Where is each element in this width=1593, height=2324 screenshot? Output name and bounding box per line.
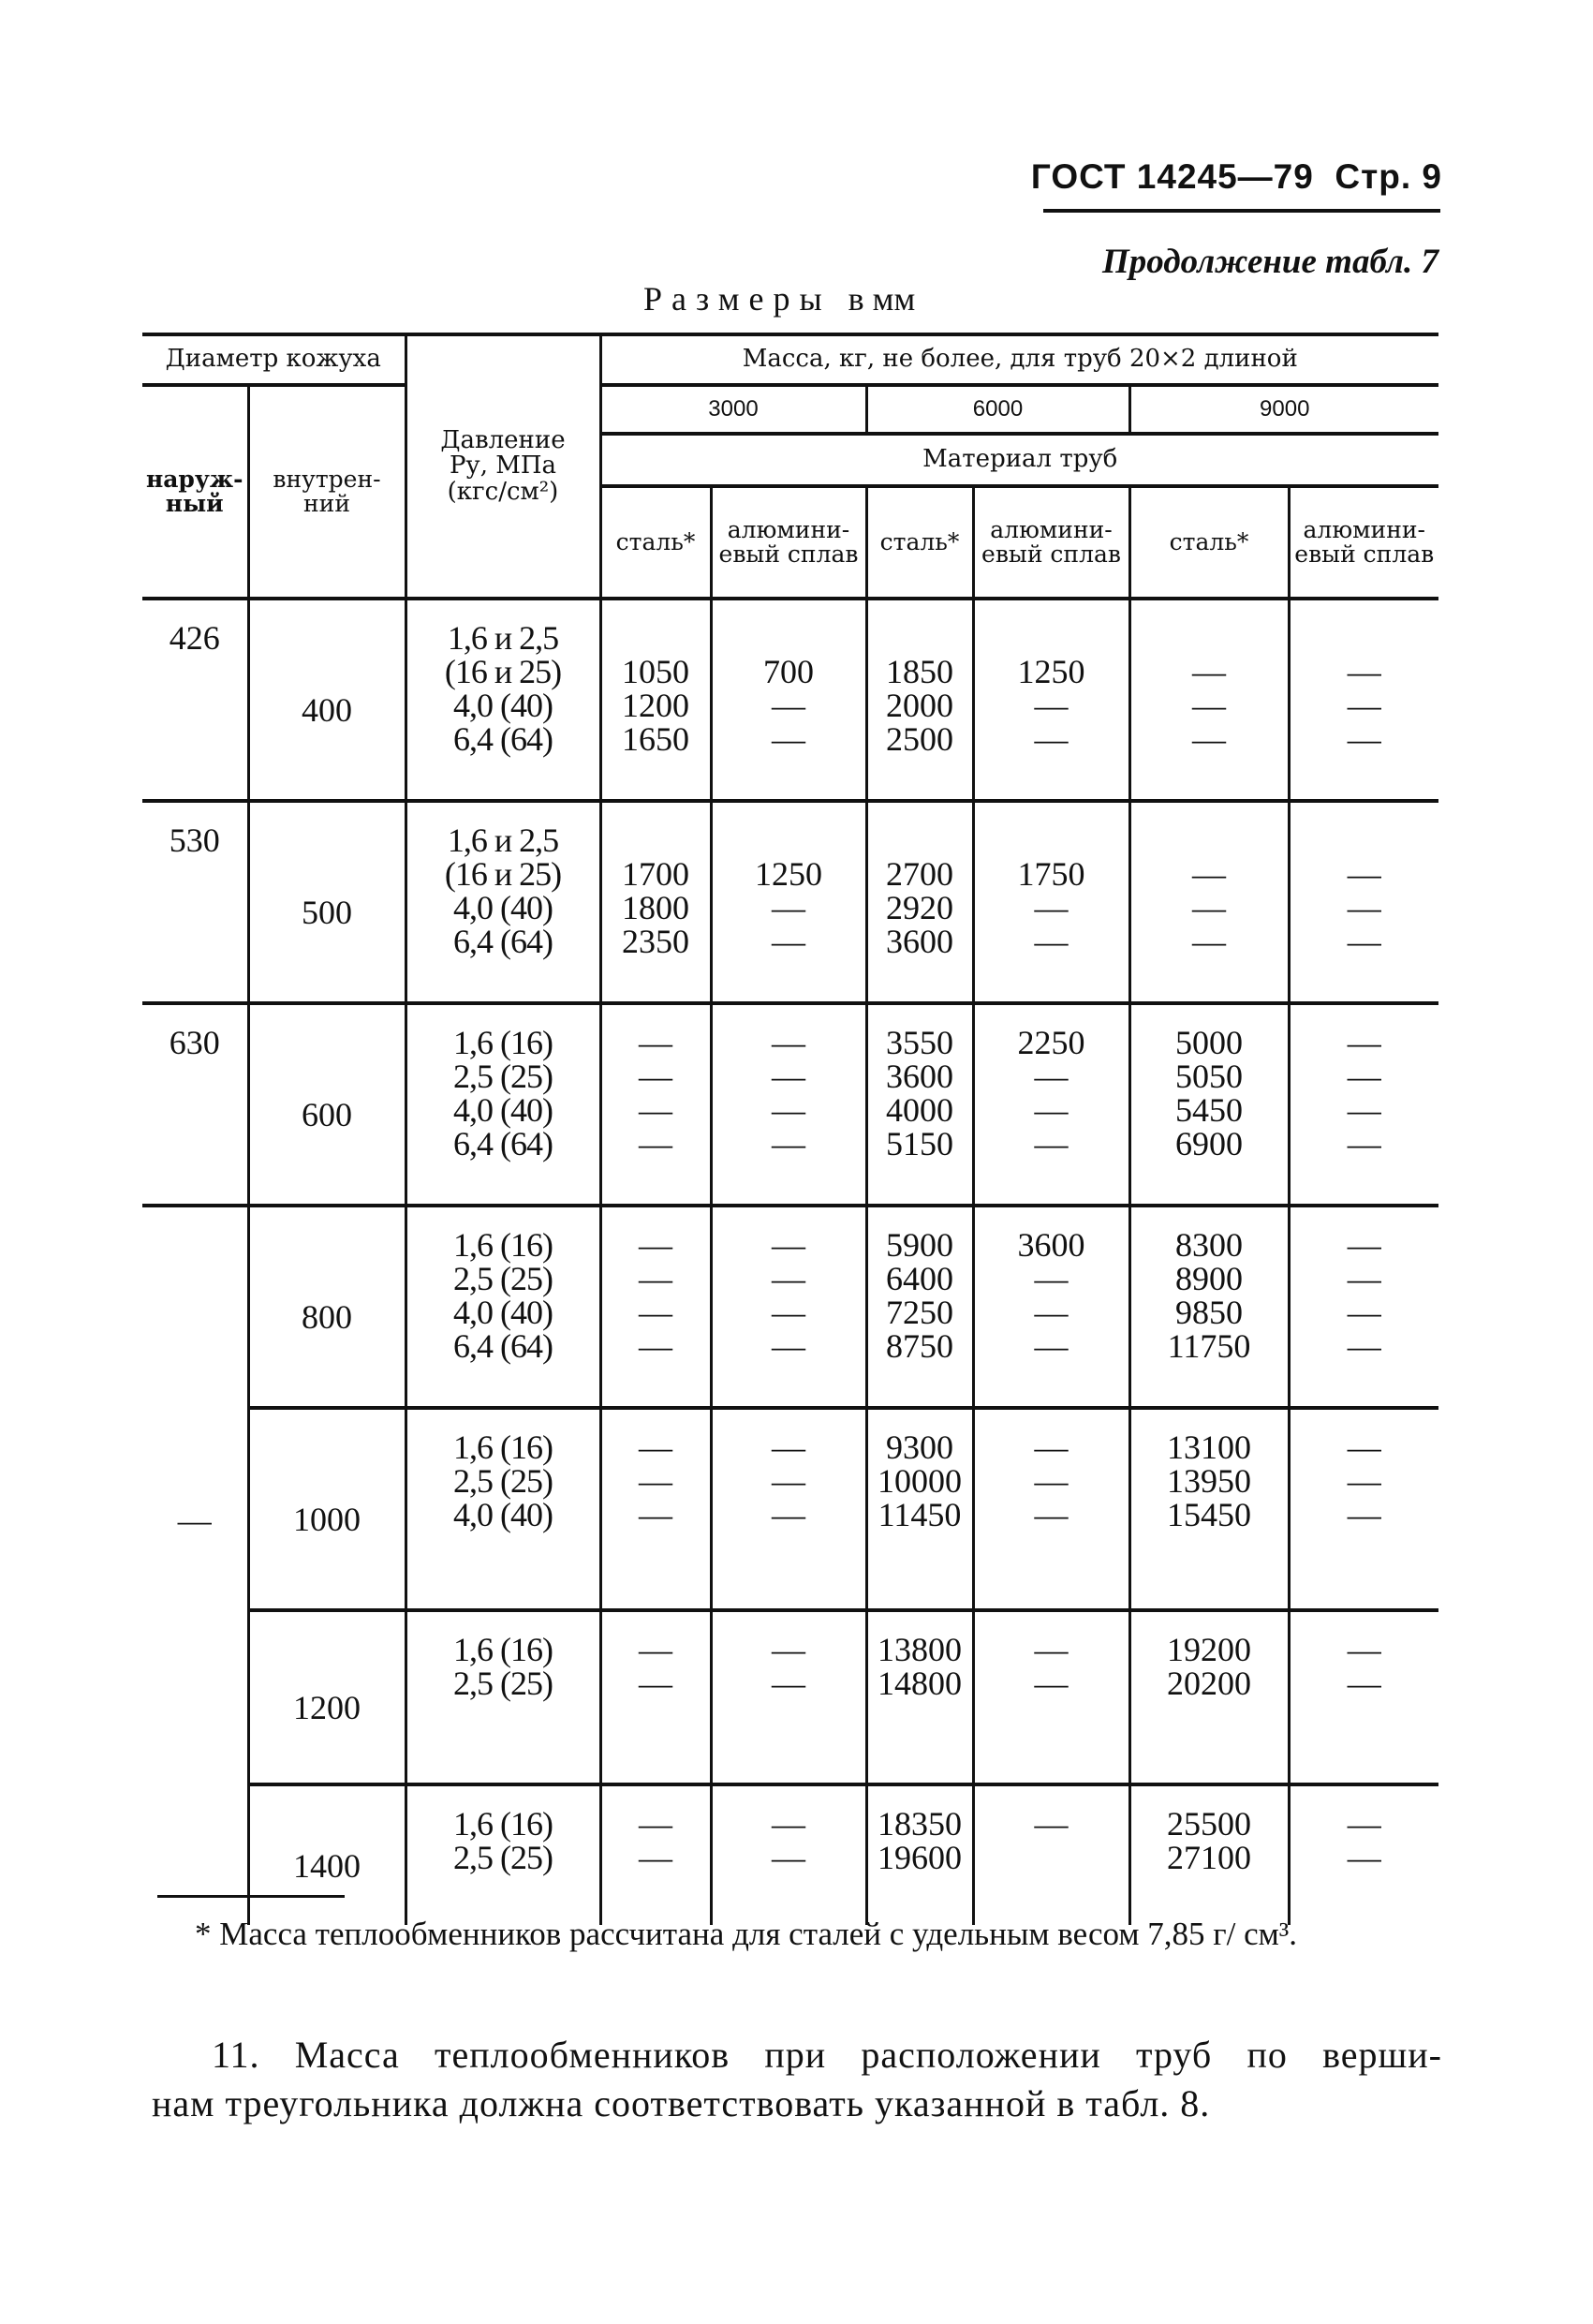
spacer xyxy=(602,621,710,655)
mass-value: 1250 xyxy=(1017,653,1085,690)
mass-value: 2920 xyxy=(886,889,953,926)
pressure-line: 4,0 (40) xyxy=(453,889,553,926)
table-row xyxy=(142,1206,1438,1408)
cell-alloy-3000 xyxy=(711,801,866,1003)
header-material: Материал труб xyxy=(600,434,1438,486)
mass-value: — xyxy=(1034,1631,1069,1668)
cell-alloy-3000 xyxy=(711,599,866,801)
spacer xyxy=(868,823,972,857)
cell-steel-3000 xyxy=(600,1784,711,1925)
mass-value: — xyxy=(772,1327,805,1365)
mass-value: — xyxy=(772,1428,805,1466)
header-line: Pу, МПа xyxy=(449,451,557,481)
mass-value: — xyxy=(1347,1058,1381,1095)
cell-alloy-6000 xyxy=(973,1784,1129,1925)
mass-value: — xyxy=(639,1631,672,1668)
cell-alloy-6000 xyxy=(973,599,1129,801)
mass-value: — xyxy=(772,1226,805,1264)
header-steel-9000: сталь* xyxy=(1129,486,1289,599)
cell-outer-diameter: 426 xyxy=(142,599,248,801)
mass-value: — xyxy=(1192,923,1226,960)
spacer xyxy=(713,621,865,655)
mass-value: 20200 xyxy=(1167,1665,1251,1702)
pressure-line: 6,4 (64) xyxy=(453,1327,553,1365)
mass-value: 3600 xyxy=(886,923,953,960)
mass-value: 18350 xyxy=(878,1805,962,1843)
table-row xyxy=(142,599,1438,801)
cell-alloy-6000 xyxy=(973,1610,1129,1784)
pressure-line: (16 и 25) xyxy=(444,855,562,893)
mass-value: 6400 xyxy=(886,1260,953,1297)
mass-value: 1750 xyxy=(1017,855,1085,893)
mass-value: 2000 xyxy=(886,687,953,724)
mass-value: — xyxy=(1347,1226,1381,1264)
cell-inner-diameter: 800 xyxy=(248,1206,406,1408)
cell-pressure xyxy=(406,1206,600,1408)
mass-value: — xyxy=(639,1327,672,1365)
mass-value: — xyxy=(772,1091,805,1129)
mass-value: — xyxy=(772,889,805,926)
mass-value: — xyxy=(639,1226,672,1264)
cell-steel-3000 xyxy=(600,599,711,801)
mass-value: 8300 xyxy=(1175,1226,1243,1264)
cell-steel-9000 xyxy=(1129,599,1289,801)
mass-value: — xyxy=(1347,1428,1381,1466)
cell-alloy-6000 xyxy=(973,1408,1129,1610)
mass-value: — xyxy=(639,1294,672,1331)
mass-value: — xyxy=(639,1058,672,1095)
mass-value: — xyxy=(639,1496,672,1533)
mass-value: — xyxy=(1034,889,1069,926)
cell-steel-6000 xyxy=(866,1408,973,1610)
table-row xyxy=(142,801,1438,1003)
page-number: Стр. 9 xyxy=(1335,157,1442,196)
pressure-line: 6,4 (64) xyxy=(453,923,553,960)
spacer xyxy=(1291,823,1439,857)
pressure-line: 4,0 (40) xyxy=(453,1294,553,1331)
mass-value: — xyxy=(1192,855,1226,893)
mass-value: — xyxy=(772,1058,805,1095)
cell-steel-6000 xyxy=(866,599,973,801)
units-caption-word: Размеры xyxy=(643,280,832,318)
pressure-line: (16 и 25) xyxy=(444,653,562,690)
mass-value: — xyxy=(639,1428,672,1466)
header-outer xyxy=(142,385,248,599)
page-header xyxy=(1031,157,1442,197)
table-row xyxy=(142,1784,1438,1925)
table-row xyxy=(142,1610,1438,1784)
pressure-line: 2,5 (25) xyxy=(453,1058,553,1095)
mass-value: — xyxy=(1034,1428,1069,1466)
mass-value: — xyxy=(1034,923,1069,960)
cell-alloy-3000 xyxy=(711,1408,866,1610)
pressure-line: 4,0 (40) xyxy=(453,1496,553,1533)
spacer xyxy=(975,621,1128,655)
cell-steel-3000 xyxy=(600,1610,711,1784)
mass-value: 11750 xyxy=(1167,1327,1251,1365)
header-length-6000: 6000 xyxy=(866,385,1129,434)
cell-steel-3000 xyxy=(600,1408,711,1610)
spacer xyxy=(713,823,865,857)
cell-alloy-9000 xyxy=(1289,1206,1438,1408)
header-alloy-9000 xyxy=(1289,486,1438,599)
spacer xyxy=(602,823,710,857)
mass-value: 5450 xyxy=(1175,1091,1243,1129)
pressure-line: 6,4 (64) xyxy=(453,720,553,758)
cell-steel-3000 xyxy=(600,1206,711,1408)
pressure-line: 1,6 и 2,5 xyxy=(447,619,559,657)
cell-alloy-6000 xyxy=(973,1003,1129,1206)
mass-value: — xyxy=(1347,720,1381,758)
cell-pressure xyxy=(406,801,600,1003)
pressure-line: 1,6 (16) xyxy=(453,1428,553,1466)
mass-value: 7250 xyxy=(886,1294,953,1331)
header-diameter: Диаметр кожуха xyxy=(142,334,406,385)
cell-steel-9000 xyxy=(1129,1003,1289,1206)
mass-value: 14800 xyxy=(878,1665,962,1702)
header-alloy-6000 xyxy=(973,486,1129,599)
cell-steel-6000 xyxy=(866,1003,973,1206)
mass-value: — xyxy=(772,1839,805,1876)
mass-value: — xyxy=(1192,687,1226,724)
cell-pressure xyxy=(406,599,600,801)
header-inner xyxy=(248,385,406,599)
pressure-line: 2,5 (25) xyxy=(453,1260,553,1297)
mass-value: — xyxy=(772,1462,805,1500)
mass-value: 11450 xyxy=(878,1496,962,1533)
mass-value: 1050 xyxy=(622,653,689,690)
table-row xyxy=(142,1003,1438,1206)
mass-value: 9300 xyxy=(886,1428,953,1466)
table-continuation-label: Продолжение табл. 7 xyxy=(1102,243,1438,281)
pressure-line: 1,6 и 2,5 xyxy=(447,822,559,859)
mass-value: 6900 xyxy=(1175,1125,1243,1162)
mass-value: — xyxy=(772,687,805,724)
cell-pressure xyxy=(406,1003,600,1206)
mass-value: — xyxy=(1347,1805,1381,1843)
header-steel-6000: сталь* xyxy=(866,486,973,599)
mass-value: — xyxy=(639,1665,672,1702)
mass-value: — xyxy=(1034,1091,1069,1129)
mass-value: 1250 xyxy=(755,855,822,893)
mass-value: — xyxy=(1034,1327,1069,1365)
clause-11-line-2: нам треугольника должна соответствовать указанной в табл. 8. xyxy=(152,2082,1211,2124)
clause-11-line-1: 11. Масса теплообменников при расположении труб по верши- xyxy=(212,2034,1442,2076)
mass-value: 13800 xyxy=(878,1631,962,1668)
spacer xyxy=(1291,621,1439,655)
mass-value: — xyxy=(772,1805,805,1843)
cell-steel-9000 xyxy=(1129,801,1289,1003)
cell-pressure xyxy=(406,1408,600,1610)
cell-inner-diameter: 500 xyxy=(248,801,406,1003)
cell-steel-9000 xyxy=(1129,1206,1289,1408)
cell-steel-6000 xyxy=(866,1610,973,1784)
mass-value: — xyxy=(1034,720,1069,758)
mass-value: — xyxy=(772,1125,805,1162)
mass-value: 3600 xyxy=(1017,1226,1085,1264)
units-caption xyxy=(643,279,915,318)
header-rule xyxy=(1043,209,1440,213)
cell-steel-9000 xyxy=(1129,1408,1289,1610)
mass-value: — xyxy=(772,1024,805,1061)
mass-value: — xyxy=(1034,1496,1069,1533)
cell-steel-6000 xyxy=(866,801,973,1003)
mass-value: 13100 xyxy=(1167,1428,1251,1466)
mass-value: 2250 xyxy=(1017,1024,1085,1061)
pressure-line: 4,0 (40) xyxy=(453,1091,553,1129)
mass-value: — xyxy=(1034,1260,1069,1297)
header-line: наруж- xyxy=(145,465,243,493)
mass-value: — xyxy=(1347,1260,1381,1297)
cell-steel-9000 xyxy=(1129,1610,1289,1784)
cell-steel-3000 xyxy=(600,1003,711,1206)
spacer xyxy=(868,621,972,655)
mass-value: 1700 xyxy=(622,855,689,893)
cell-alloy-3000 xyxy=(711,1784,866,1925)
cell-steel-6000 xyxy=(866,1206,973,1408)
pressure-line: 1,6 (16) xyxy=(453,1024,553,1061)
mass-value: 8750 xyxy=(886,1327,953,1365)
mass-value: — xyxy=(1192,653,1226,690)
header-line: алюмини- xyxy=(727,515,850,543)
footnote: * Масса теплообменников рассчитана для сталей с удельным весом 7,85 г/ см³. xyxy=(195,1916,1298,1952)
cell-outer-diameter: 530 xyxy=(142,801,248,1003)
cell-alloy-6000 xyxy=(973,801,1129,1003)
mass-value: — xyxy=(639,1805,672,1843)
header-line: евый сплав xyxy=(1294,540,1435,568)
mass-value: — xyxy=(639,1091,672,1129)
header-alloy-3000 xyxy=(711,486,866,599)
mass-value: — xyxy=(639,1260,672,1297)
header-mass: Масса, кг, не более, для труб 20×2 длиной xyxy=(600,334,1438,385)
cell-alloy-3000 xyxy=(711,1003,866,1206)
mass-value: — xyxy=(772,720,805,758)
mass-value: — xyxy=(639,1839,672,1876)
mass-value: 4000 xyxy=(886,1091,953,1129)
mass-value: — xyxy=(639,1024,672,1061)
cell-alloy-9000 xyxy=(1289,1003,1438,1206)
mass-value: — xyxy=(1347,687,1381,724)
mass-value: 8900 xyxy=(1175,1260,1243,1297)
mass-value: — xyxy=(1347,653,1381,690)
mass-value: — xyxy=(772,1665,805,1702)
table-body xyxy=(142,599,1438,1925)
header-line: евый сплав xyxy=(981,540,1121,568)
mass-value: — xyxy=(1347,889,1381,926)
cell-alloy-3000 xyxy=(711,1610,866,1784)
cell-alloy-6000 xyxy=(973,1206,1129,1408)
cell-pressure xyxy=(406,1784,600,1925)
header-line: евый сплав xyxy=(718,540,859,568)
spacer xyxy=(975,823,1128,857)
cell-inner-diameter: 600 xyxy=(248,1003,406,1206)
cell-outer-diameter: 630 xyxy=(142,1003,248,1206)
pressure-line: 1,6 (16) xyxy=(453,1631,553,1668)
cell-pressure xyxy=(406,1610,600,1784)
mass-value: — xyxy=(1347,1024,1381,1061)
mass-value: 19200 xyxy=(1167,1631,1251,1668)
header-line: внутрен- xyxy=(273,465,381,493)
header-pressure-text xyxy=(407,428,599,505)
cell-alloy-9000 xyxy=(1289,1408,1438,1610)
mass-value: — xyxy=(772,1260,805,1297)
pressure-line: 2,5 (25) xyxy=(453,1665,553,1702)
cell-alloy-9000 xyxy=(1289,1610,1438,1784)
cell-alloy-9000 xyxy=(1289,801,1438,1003)
mass-value: — xyxy=(1347,1294,1381,1331)
mass-value: — xyxy=(1192,720,1226,758)
mass-value: — xyxy=(1347,1125,1381,1162)
mass-value: — xyxy=(1347,923,1381,960)
pressure-line: 1,6 (16) xyxy=(453,1226,553,1264)
header-line: алюмини- xyxy=(1303,515,1425,543)
footnote-rule xyxy=(157,1895,345,1898)
mass-value: 3600 xyxy=(886,1058,953,1095)
header-line: Давление xyxy=(440,426,566,455)
header-length-3000: 3000 xyxy=(600,385,866,434)
mass-value: — xyxy=(1347,1496,1381,1533)
mass-value: — xyxy=(1034,1125,1069,1162)
mass-value: 13950 xyxy=(1167,1462,1251,1500)
mass-table xyxy=(142,333,1438,1925)
mass-value: — xyxy=(772,1496,805,1533)
header-length-9000: 9000 xyxy=(1129,385,1438,434)
mass-value: 19600 xyxy=(878,1839,962,1876)
mass-value: 2500 xyxy=(886,720,953,758)
pressure-line: 2,5 (25) xyxy=(453,1462,553,1500)
mass-value: 5000 xyxy=(1175,1024,1243,1061)
mass-value: 1650 xyxy=(622,720,689,758)
mass-value: 27100 xyxy=(1167,1839,1251,1876)
mass-value: — xyxy=(1347,1091,1381,1129)
mass-value: 1800 xyxy=(622,889,689,926)
mass-value: 700 xyxy=(763,653,814,690)
header-line: ний xyxy=(303,490,350,517)
mass-value: — xyxy=(1034,1058,1069,1095)
mass-value: — xyxy=(1034,1294,1069,1331)
mass-value: — xyxy=(1192,889,1226,926)
mass-value: 2350 xyxy=(622,923,689,960)
mass-value: — xyxy=(639,1125,672,1162)
pressure-line: 2,5 (25) xyxy=(453,1839,553,1876)
mass-value: — xyxy=(1347,1462,1381,1500)
units-caption-rest: в мм xyxy=(848,280,916,318)
cell-alloy-9000 xyxy=(1289,599,1438,801)
header-line: (кгс/см²) xyxy=(447,477,559,506)
mass-value: — xyxy=(1347,1665,1381,1702)
mass-value: 1850 xyxy=(886,653,953,690)
mass-value: — xyxy=(1034,1805,1069,1843)
pressure-line: 4,0 (40) xyxy=(453,687,553,724)
mass-value: — xyxy=(1347,1327,1381,1365)
mass-value: 5900 xyxy=(886,1226,953,1264)
mass-value: 15450 xyxy=(1167,1496,1251,1533)
header-line: алюмини- xyxy=(990,515,1113,543)
mass-value: 25500 xyxy=(1167,1805,1251,1843)
mass-value: 10000 xyxy=(878,1462,962,1500)
mass-value: 2700 xyxy=(886,855,953,893)
cell-inner-diameter: 1200 xyxy=(248,1610,406,1784)
mass-value: — xyxy=(1347,855,1381,893)
cell-steel-9000 xyxy=(1129,1784,1289,1925)
cell-alloy-3000 xyxy=(711,1206,866,1408)
mass-value: — xyxy=(772,923,805,960)
cell-alloy-9000 xyxy=(1289,1784,1438,1925)
clause-11 xyxy=(152,2031,1442,2128)
mass-value: — xyxy=(1034,687,1069,724)
spacer xyxy=(1131,621,1288,655)
pressure-line: 6,4 (64) xyxy=(453,1125,553,1162)
standard-number: ГОСТ 14245—79 xyxy=(1030,157,1314,196)
cell-inner-diameter: 1000 xyxy=(248,1408,406,1610)
mass-value: 3550 xyxy=(886,1024,953,1061)
header-line: ный xyxy=(165,490,224,517)
header-steel-3000: сталь* xyxy=(600,486,711,599)
mass-value: — xyxy=(772,1631,805,1668)
table-row xyxy=(142,1408,1438,1610)
mass-value: — xyxy=(1347,1631,1381,1668)
pressure-line: 1,6 (16) xyxy=(453,1805,553,1843)
cell-inner-diameter: 1400 xyxy=(248,1784,406,1925)
mass-value: 5050 xyxy=(1175,1058,1243,1095)
mass-value: — xyxy=(639,1462,672,1500)
mass-value: — xyxy=(772,1294,805,1331)
spacer xyxy=(1131,823,1288,857)
mass-value: 1200 xyxy=(622,687,689,724)
mass-value: — xyxy=(1034,1665,1069,1702)
cell-steel-3000 xyxy=(600,801,711,1003)
mass-value: 5150 xyxy=(886,1125,953,1162)
mass-value: 9850 xyxy=(1175,1294,1243,1331)
mass-value: — xyxy=(1347,1839,1381,1876)
header-pressure xyxy=(406,334,600,599)
cell-inner-diameter: 400 xyxy=(248,599,406,801)
mass-value: — xyxy=(1034,1462,1069,1500)
cell-outer-diameter: — xyxy=(142,1206,248,1925)
cell-steel-6000 xyxy=(866,1784,973,1925)
